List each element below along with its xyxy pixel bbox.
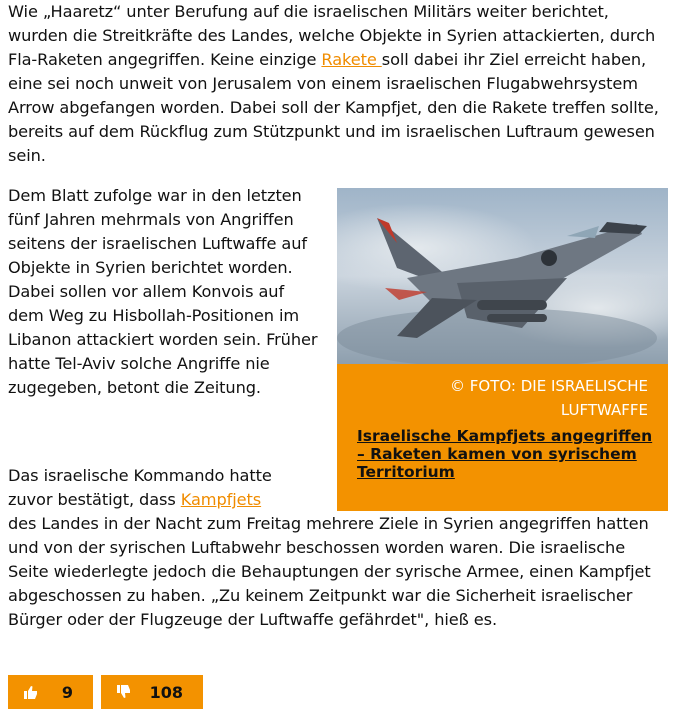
like-button[interactable] xyxy=(8,675,93,709)
rakete-link[interactable]: Rakete xyxy=(321,50,382,69)
paragraph-1-text: Wie „Haaretz“ unter Berufung auf die israelischen Militärs weiter berichtet, wurden die Streitkräfte des Landes, welche Objekte in Syrien attackierten, durch Fla-Raketen angegriffen. Keine einzige xyxy=(8,2,656,69)
paragraph-2: Dem Blatt zufolge war in den letzten fünf Jahren mehrmals von Angriffen seitens der israelischen Luftwaffe auf Objekte in Syrien berichtet worden. Dabei sollen vor allem Konvois auf dem Weg zu Hisbollah-Positionen im Libanon attackiert worden sein. Früher hatte Tel-Aviv solche Angriffe nie zugegeben, betont die Zeitung. xyxy=(8,186,318,397)
photo-credit: © FOTO: DIE ISRAELISCHE LUFTWAFFE xyxy=(450,377,648,419)
thumbs-down-icon xyxy=(117,682,137,702)
paragraph-3-rest: des Landes in der Nacht zum Freitag mehrere Ziele in Syrien angegriffen hatten und von der syrischen Luftabwehr beschossen worden waren. Die israelische Seite wiederlegte jedoch die Behauptungen der syrische Armee, einen Kampfjet abgeschossen zu haben. „Zu keinem Zeitpunkt war die Sicherheit israelischer Bürger oder der Flugzeuge der Luftwaffe gefährdet", hieß es. xyxy=(8,514,651,629)
paragraph-1-rest: soll dabei ihr Ziel erreicht haben, eine sei noch unweit von Jerusalem von einem israelischen Flugabwehrsystem Arrow abgefangen worden. Dabei soll der Kampfjet, den die Rakete treffen sollte, bereits auf dem Rückflug zum Stützpunkt und im israelischen Luftraum gewesen sein. xyxy=(8,50,659,165)
paragraph-1 xyxy=(8,0,670,168)
dislike-count: 108 xyxy=(149,682,183,702)
like-count: 9 xyxy=(61,682,73,702)
thumbs-up-icon xyxy=(24,682,44,702)
kampfjets-link[interactable]: Kampfjets xyxy=(180,490,262,509)
paragraph-3-start xyxy=(8,464,318,512)
related-article-card[interactable] xyxy=(337,188,668,511)
fighter-jet-photo xyxy=(337,188,668,364)
dislike-button[interactable] xyxy=(101,675,203,709)
related-article-caption[interactable]: Israelische Kampfjets angegriffen – Raketen kamen von syrischem Territorium xyxy=(357,427,653,481)
paragraph-3-text-a: Das israelische Kommando hatte zuvor bestätigt, dass xyxy=(8,466,272,509)
